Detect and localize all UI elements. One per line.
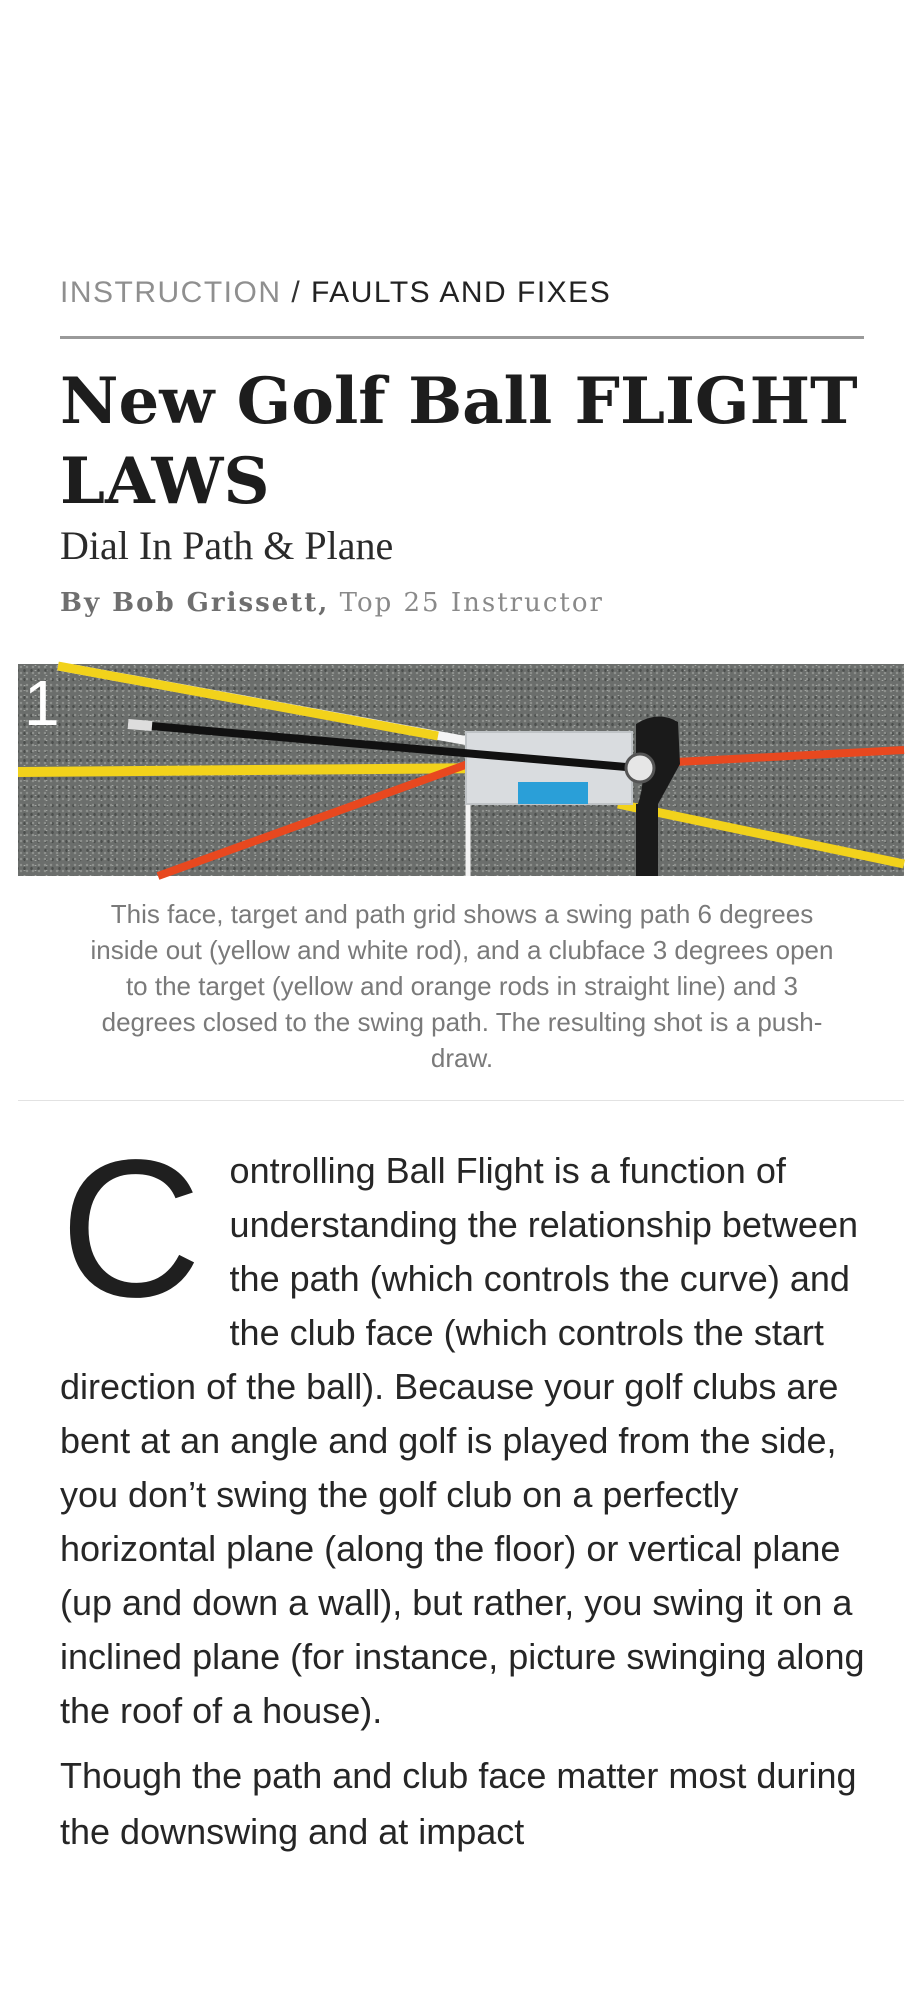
yellow-rod-target [18,768,498,772]
yellow-rod-upper [58,666,438,736]
byline-author: By Bob Grissett, [60,588,330,618]
alignment-rods-illustration [18,664,904,876]
article-paragraph-1 [60,1119,870,1738]
figure-caption: This face, target and path grid shows a swing path 6 degrees inside out (yellow and white rod), and a clubface 3 degrees open to the target (yellow and orange rods in straight line) and 3 degrees closed to the swing path. The resulting shot is a push-draw. [90,899,834,1073]
breadcrumb-section-link[interactable]: INSTRUCTION [60,276,282,309]
article-paragraph-2: Though the path and club face matter most during the downswing and at impact [60,1755,857,1852]
byline [60,588,604,618]
box-logo [518,782,588,804]
shaft-grip-tip [128,724,152,726]
figure-number: 1 [24,667,60,739]
caption-divider [18,1100,904,1101]
breadcrumb-category-link[interactable]: FAULTS AND FIXES [311,276,612,309]
article-subtitle: Dial In Path & Plane [60,523,394,568]
breadcrumb [60,276,611,310]
yellow-rod-right [618,804,904,864]
breadcrumb-separator: / [281,276,312,309]
header-divider [60,336,864,339]
golf-ball [626,754,654,782]
orange-rod-lower [158,764,468,876]
byline-role: Top 25 Instructor [339,588,604,618]
article-title: New Golf Ball FLIGHT LAWS [60,364,858,519]
figure-photo [18,664,904,876]
club-hosel [636,804,658,876]
drop-cap: C [60,1119,202,1338]
paragraph-1-text: ontrolling Ball Flight is a function of understanding the relationship between the path (which controls the curve) and the club face (which controls the start direction of the ball). Because your golf clubs are bent at an angle and golf is played from the side, you don’t swing the golf club on a perfectly horizontal plane (along the floor) or vertical plane (up and down a wall), but rather, you swing it on a inclined plane (for instance, picture swinging along the roof of a house). [60,1150,865,1731]
